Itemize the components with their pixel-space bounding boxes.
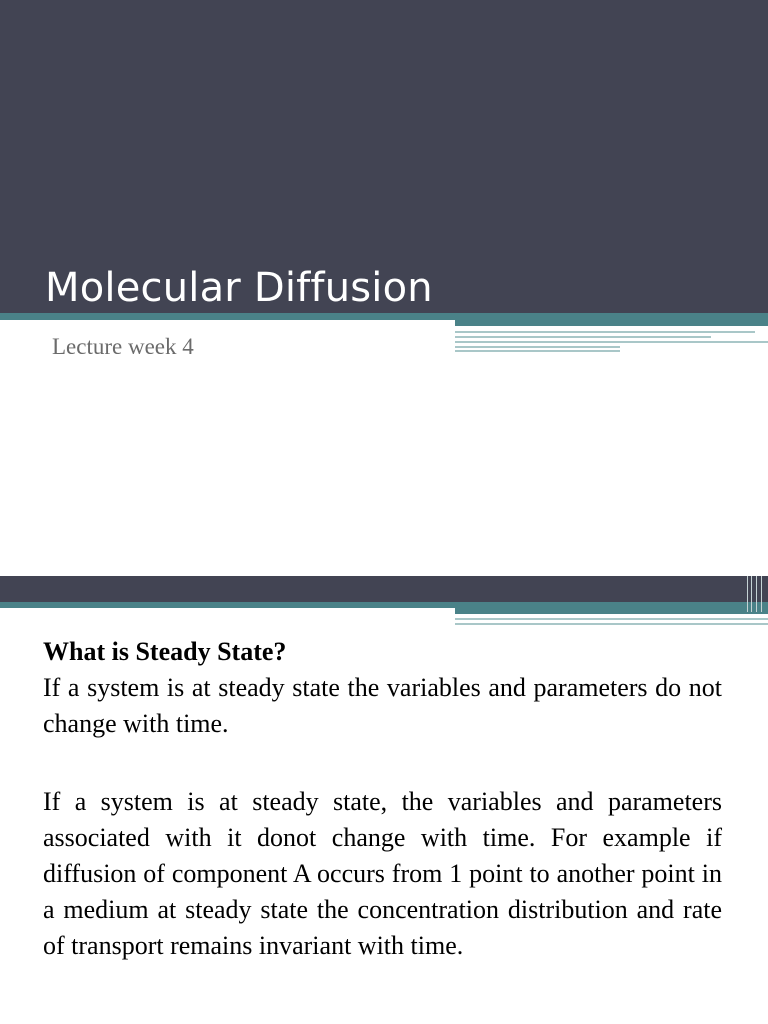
paragraph-gap xyxy=(43,742,722,784)
accent-stripe xyxy=(455,341,768,343)
accent-stripe xyxy=(455,346,620,348)
accent-stripe xyxy=(455,331,755,333)
accent-stripe xyxy=(455,350,620,352)
header-band xyxy=(0,576,768,602)
accent-rule xyxy=(747,576,748,612)
slide-body xyxy=(43,634,722,964)
accent-notch xyxy=(0,320,455,326)
accent-stripe xyxy=(455,623,768,625)
body-paragraph: If a system is at steady state the variables and parameters do not change with time. xyxy=(43,673,722,738)
body-paragraph: If a system is at steady state, the variables and parameters associated with it donot change with time. For example if diffusion of component A occurs from 1 point to another point in a medium at steady state the concentration distribution and rate of transport remains invariant with time. xyxy=(43,787,722,960)
content-slide xyxy=(0,576,768,1024)
accent-stripe xyxy=(455,618,768,620)
accent-notch xyxy=(0,608,455,614)
accent-stripe xyxy=(455,336,711,338)
slide-subtitle: Lecture week 4 xyxy=(52,334,194,359)
accent-rule xyxy=(761,576,762,612)
accent-rule xyxy=(751,576,752,612)
slide-title: Molecular Diffusion xyxy=(45,265,433,311)
body-heading: What is Steady State? xyxy=(43,637,287,666)
accent-rule xyxy=(756,576,757,612)
